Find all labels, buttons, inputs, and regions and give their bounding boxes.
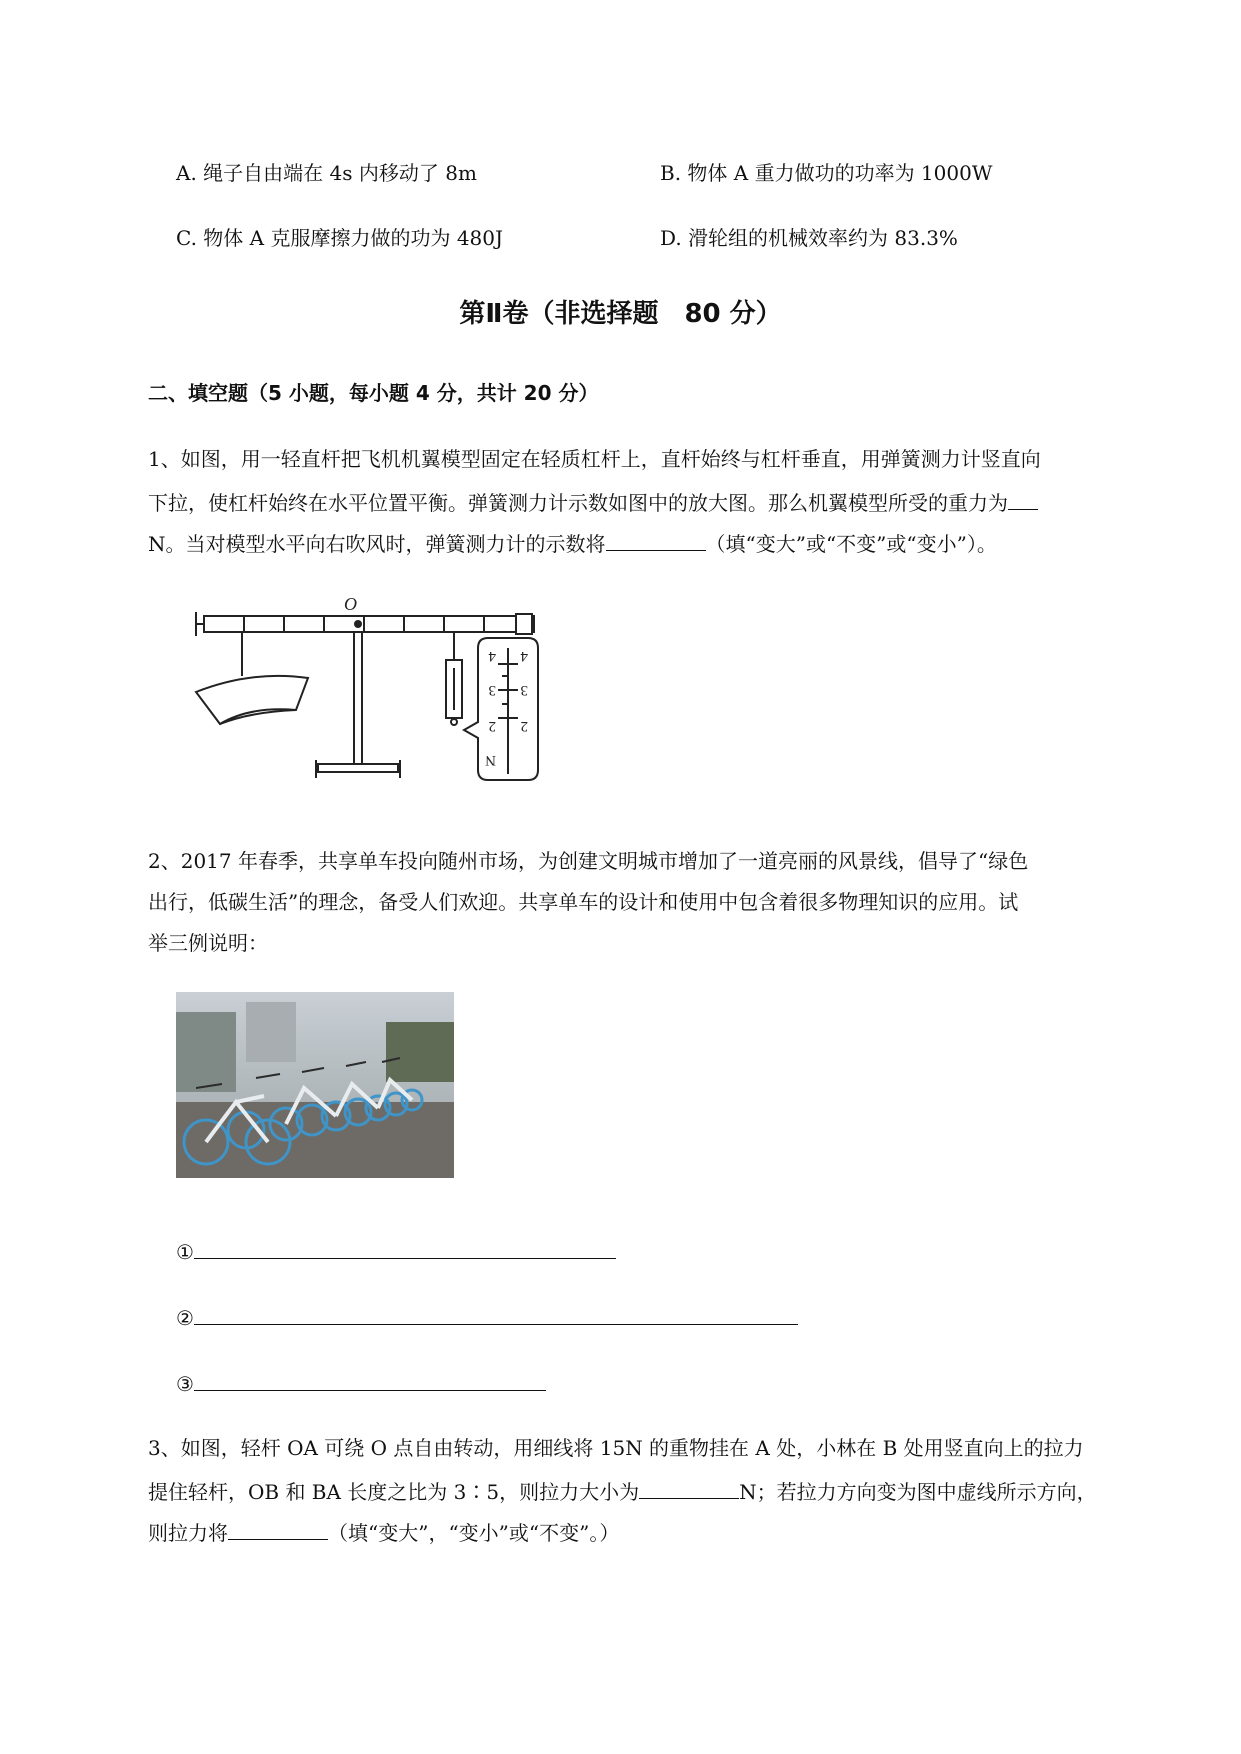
q3-line3-text-b: （填“变大”，“变小”或“不变”。）: [328, 1521, 620, 1545]
q2-answer-2: [176, 1300, 798, 1333]
q1-line3-text-a: N。当对模型水平向右吹风时，弹簧测力计的示数将: [148, 532, 606, 556]
q1-blank-gravity[interactable]: [1008, 485, 1038, 510]
q3-line2: [148, 1474, 1097, 1507]
scale-label-left-4: 4: [488, 648, 496, 664]
q2-line3: 举三例说明：: [148, 931, 268, 955]
scale-label-left-3: 3: [488, 682, 496, 698]
scale-label-right-4: 4: [520, 648, 528, 664]
pivot-point: [354, 620, 362, 628]
q3-line2-text-a: 提住轻杆，OB 和 BA 长度之比为 3∶5，则拉力大小为: [148, 1480, 640, 1504]
lever-figure: [192, 594, 562, 790]
option-b: B. 物体 A 重力做功的功率为 1000W: [660, 161, 993, 185]
q1-line2: [148, 485, 1038, 518]
part-title: 第Ⅱ卷（非选择题 80 分）: [459, 299, 782, 329]
scale-label-left-2: 2: [488, 718, 496, 734]
scale-label-unit: N: [485, 752, 496, 768]
q2-answer-1-marker: ①: [176, 1240, 194, 1264]
q3-line3-text-a: 则拉力将: [148, 1521, 228, 1545]
option-a: A. 绳子自由端在 4s 内移动了 8m: [176, 161, 477, 185]
q2-answer-3-blank[interactable]: [194, 1366, 546, 1391]
q1-line1: 1、如图，用一轻直杆把飞机机翼模型固定在轻质杠杆上，直杆始终与杠杆垂直，用弹簧测力计竖直向: [148, 447, 1041, 471]
q2-answer-1: [176, 1234, 616, 1267]
scale-label-right-3: 3: [520, 682, 528, 698]
q3-blank-force[interactable]: [639, 1474, 739, 1499]
bike-photo: [176, 992, 454, 1178]
pivot-label: O: [344, 594, 357, 614]
q2-answer-2-blank[interactable]: [194, 1300, 798, 1325]
q2-line1: 2、2017 年春季，共享单车投向随州市场，为创建文明城市增加了一道亮丽的风景线，倡导了“绿色: [148, 849, 1029, 873]
q1-blank-reading[interactable]: [606, 526, 706, 551]
q1-line2-text: 下拉，使杠杆始终在水平位置平衡。弹簧测力计示数如图中的放大图。那么机翼模型所受的重力为: [148, 491, 1008, 515]
q1-line3: [148, 526, 997, 559]
q1-line3-text-b: （填“变大”或“不变”或“变小”）。: [705, 532, 997, 556]
q3-line3: [148, 1515, 619, 1548]
q2-answer-3-marker: ③: [176, 1372, 194, 1396]
q2-answer-1-blank[interactable]: [194, 1234, 616, 1259]
q3-line2-text-b: N；若拉力方向变为图中虚线所示方向，: [739, 1480, 1097, 1504]
section-title: 二、填空题（5 小题，每小题 4 分，共计 20 分）: [148, 381, 599, 405]
option-d: D. 滑轮组的机械效率约为 83.3%: [660, 226, 958, 250]
q2-answer-3: [176, 1366, 546, 1399]
option-c: C. 物体 A 克服摩擦力做的功为 480J: [176, 226, 504, 250]
q2-answer-2-marker: ②: [176, 1306, 194, 1330]
scale-label-right-2: 2: [520, 718, 528, 734]
q3-blank-change[interactable]: [228, 1515, 328, 1540]
q3-line1: 3、如图，轻杆 OA 可绕 O 点自由转动，用细线将 15N 的重物挂在 A 处，小林在 B 处用竖直向上的拉力: [148, 1436, 1084, 1460]
q2-line2: 出行，低碳生活”的理念，备受人们欢迎。共享单车的设计和使用中包含着很多物理知识的应用。试: [148, 890, 1019, 914]
